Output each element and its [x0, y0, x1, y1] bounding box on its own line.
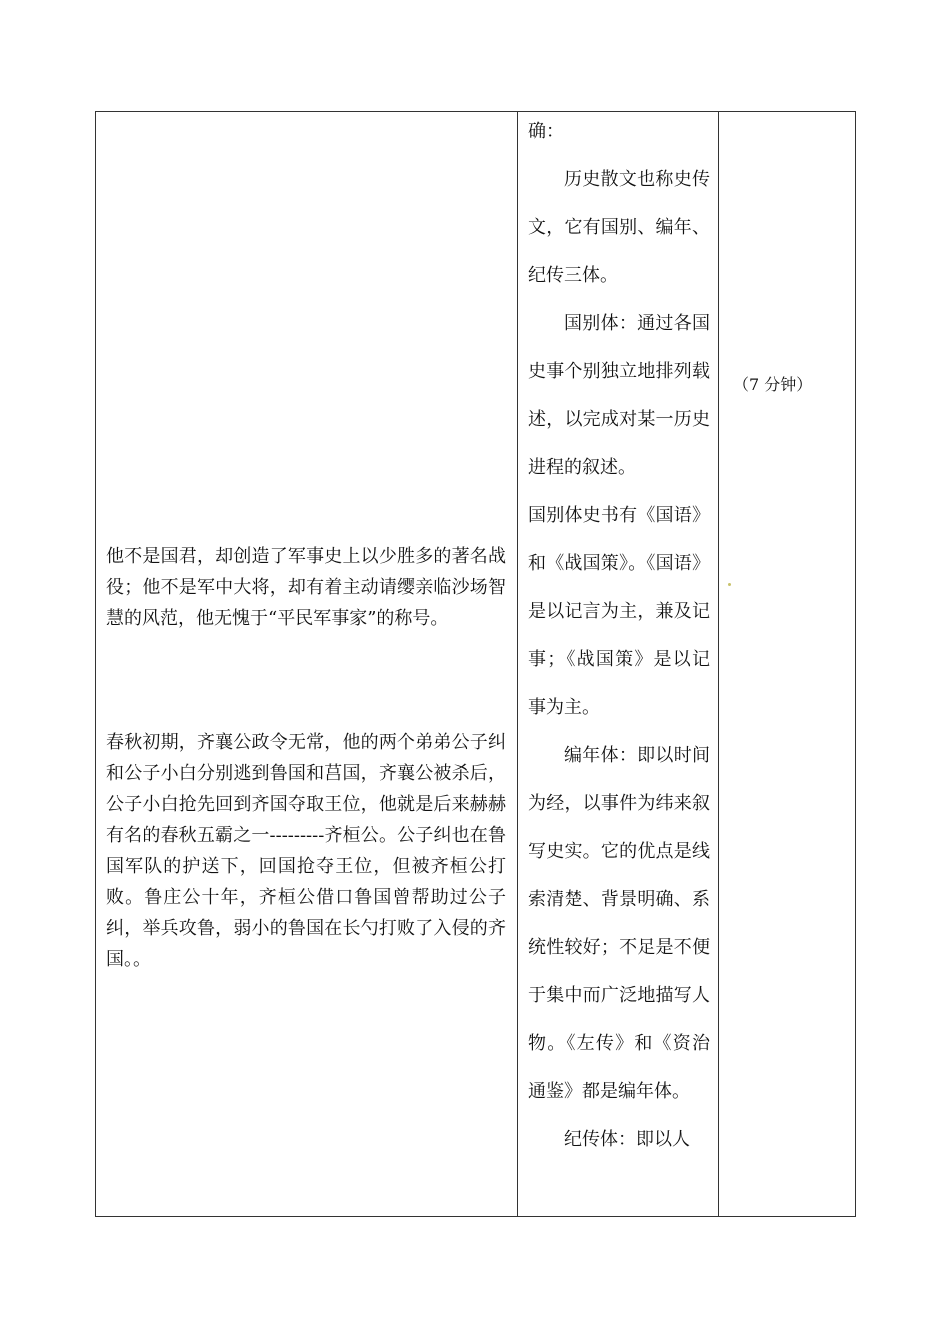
stray-mark	[728, 583, 731, 586]
column-divider-1	[517, 112, 518, 1216]
background-paragraph: 春秋初期，齐襄公政令无常，他的两个弟弟公子纠和公子小白分别逃到鲁国和莒国，齐襄公被杀后，公子小白抢先回到齐国夺取王位，他就是后来赫赫有名的春秋五霸之一---------齐桓公。公子纠也在鲁国军队的护送下，回国抢夺王位，但被齐桓公打败。鲁庄公十年，齐桓公借口鲁国曾帮助过公子纠，举兵攻鲁，弱小的鲁国在长勺打败了入侵的齐国。。	[106, 732, 506, 970]
jizhuan-paragraph: 纪传体：即以人	[564, 1129, 690, 1150]
guobie-paragraph: 国别体：通过各国史事个别独立地排列载述，以完成对某一历史进程的叙述。	[528, 313, 710, 478]
biannian-paragraph: 编年体：即以时间为经，以事件为纬来叙写史实。它的优点是线索清楚、背景明确、系统性较好；不足是不便于集中而广泛地描写人物。《左传》和《资治通鉴》都是编年体。	[528, 745, 710, 1102]
lesson-table	[95, 111, 856, 1217]
continued-line: 确：	[528, 121, 564, 142]
middle-column	[528, 112, 710, 1164]
history-prose-paragraph: 历史散文也称史传文，它有国别、编年、纪传三体。	[528, 169, 710, 286]
intro-paragraph: 他不是国君，却创造了军事史上以少胜多的著名战役；他不是军中大将，却有着主动请缨亲临沙场智慧的风范，他无愧于“平民军事家”的称号。	[106, 546, 506, 629]
time-note: （7 分钟）	[733, 375, 813, 394]
guobie-books-paragraph: 国别体史书有《国语》和《战国策》。《国语》是以记言为主，兼及记事；《战国策》是以记事为主。	[528, 505, 710, 718]
column-divider-2	[718, 112, 719, 1216]
